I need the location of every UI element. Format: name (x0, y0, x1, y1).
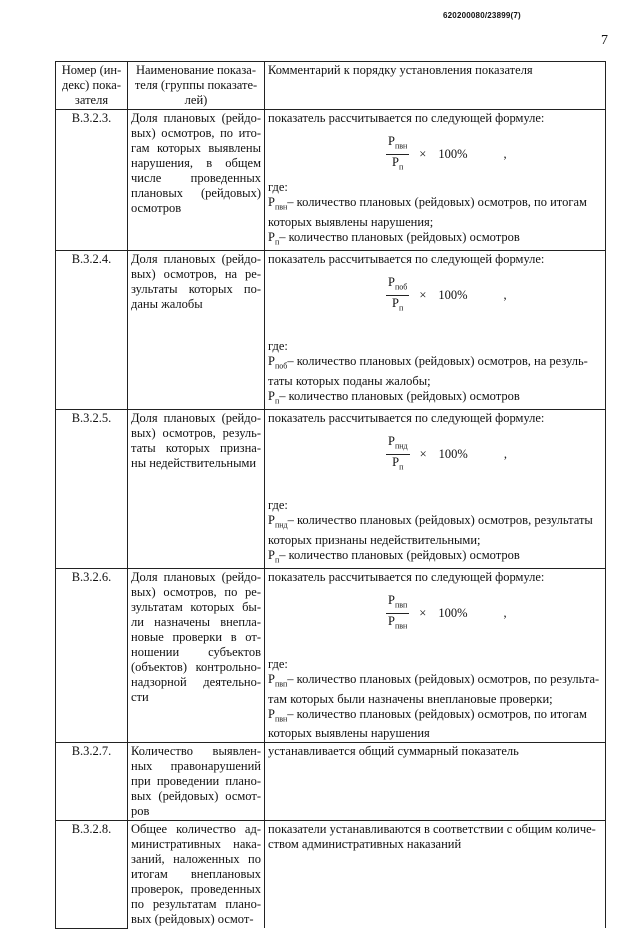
percent-value: 100% (438, 146, 468, 161)
row-index: В.3.2.4. (56, 251, 128, 410)
table-row (56, 110, 606, 251)
row-comment (265, 110, 606, 251)
row-name: Доля плановых (рейдо-вых) осмотров, по ре-зультатам которых бы-ли назначены внепла-новые проверки в от-ношении субъектов (объектов) контрольно-надзорной деятельно-сти (128, 569, 265, 743)
column-header-comment: Комментарий к порядку установления показателя (265, 62, 606, 110)
table-row (56, 569, 606, 743)
definition-2: $P_п-$ количество плановых (рейдовых) осмотров (268, 388, 520, 405)
row-comment: устанавливается общий суммарный показатель (265, 743, 606, 821)
where-label: где: (268, 657, 288, 671)
formula-intro: показатель рассчитывается по следующей формуле: (268, 252, 545, 266)
row-index: В.3.2.6. (56, 569, 128, 743)
column-header-name: Наименование показа- теля (группы показате- лей) (128, 62, 265, 110)
table-row (56, 743, 606, 821)
row-comment (265, 410, 606, 569)
row-index: В.3.2.3. (56, 110, 128, 251)
formula: $\frac{P_{пвн}}{P_п}$ × 100% , (386, 134, 602, 174)
formula: $\frac{P_{пвп}}{P_{пвн}}$ × 100% , (386, 593, 602, 633)
row-comment: показатели устанавливаются в соответствии с общим количе-ством административных наказаний (265, 821, 606, 929)
row-index: В.3.2.7. (56, 743, 128, 821)
where-label: где: (268, 180, 288, 194)
row-name: Доля плановых (рейдо-вых) осмотров, на ре-зультаты которых по-даны жалобы (128, 251, 265, 410)
formula-intro: показатель рассчитывается по следующей формуле: (268, 111, 545, 125)
row-name: Доля плановых (рейдо-вых) осмотров, по ито-гам которых выявлены нарушения, в общем числе проведенных плановых (рейдовых) осмотров (128, 110, 265, 251)
formula: $\frac{P_{поб}}{P_п}$ × 100% , (386, 275, 602, 315)
times-sign: × (419, 146, 427, 161)
table-row (56, 410, 606, 569)
fraction: $\frac{P_{поб}}{P_п}$ (388, 275, 408, 312)
table-row (56, 821, 606, 929)
column-header-index: Номер (ин- декс) пока- зателя (56, 62, 128, 110)
definition-2: $P_{пвн}-$ количество плановых (рейдовых) осмотров, по итогам которых выявлены нарушения (268, 706, 587, 740)
where-label: где: (268, 339, 288, 353)
times-sign: × (419, 605, 427, 620)
row-comment (265, 569, 606, 743)
times-sign: × (419, 287, 427, 302)
definition-2: $P_п-$ количество плановых (рейдовых) осмотров (268, 229, 520, 246)
formula-intro: показатель рассчитывается по следующей формуле: (268, 411, 545, 425)
definition-2: $P_п-$ количество плановых (рейдовых) осмотров (268, 547, 520, 564)
table-header-row (56, 62, 606, 110)
formula: $\frac{P_{пнд}}{P_п}$ × 100% , (386, 434, 602, 474)
row-name: Доля плановых (рейдо-вых) осмотров, резуль-таты которых призна-ны недействительными (128, 410, 265, 569)
percent-value: 100% (438, 287, 468, 302)
row-index: В.3.2.8. (56, 821, 128, 929)
page-number: 7 (601, 33, 608, 48)
percent-value: 100% (438, 446, 468, 461)
times-sign: × (419, 446, 427, 461)
document-id: 620200080/23899(7) (443, 11, 521, 20)
row-name: Количество выявлен-ных правонарушений при проведении плано-вых (рейдовых) осмот-ров (128, 743, 265, 821)
percent-value: 100% (438, 605, 468, 620)
row-comment (265, 251, 606, 410)
formula-intro: показатель рассчитывается по следующей формуле: (268, 570, 545, 584)
fraction: $\frac{P_{пнд}}{P_п}$ (388, 434, 408, 471)
definition-1: $P_{пвн}-$ количество плановых (рейдовых) осмотров, по итогам которых выявлены нарушения; (268, 195, 587, 229)
indicators-table (55, 61, 606, 929)
row-index: В.3.2.5. (56, 410, 128, 569)
definition-1: $P_{пнд}-$ количество плановых (рейдовых) осмотров, результаты которых признаны недействительными; (268, 513, 593, 547)
fraction: $\frac{P_{пвп}}{P_{пвн}}$ (388, 593, 408, 630)
where-label: где: (268, 498, 288, 512)
row-name: Общее количество ад-министративных нака-заний, наложенных по итогам внеплановых проверок, проведенных по результатам плано-вых (рейдовых) осмот- (128, 821, 265, 929)
definition-1: $P_{пвп}-$ количество плановых (рейдовых) осмотров, по результа-там которых были назначены внеплановые проверки; (268, 672, 600, 706)
fraction: $\frac{P_{пвн}}{P_п}$ (388, 134, 408, 171)
table-row (56, 251, 606, 410)
definition-1: $P_{поб}-$ количество плановых (рейдовых) осмотров, на резуль-таты которых поданы жалобы; (268, 354, 588, 388)
